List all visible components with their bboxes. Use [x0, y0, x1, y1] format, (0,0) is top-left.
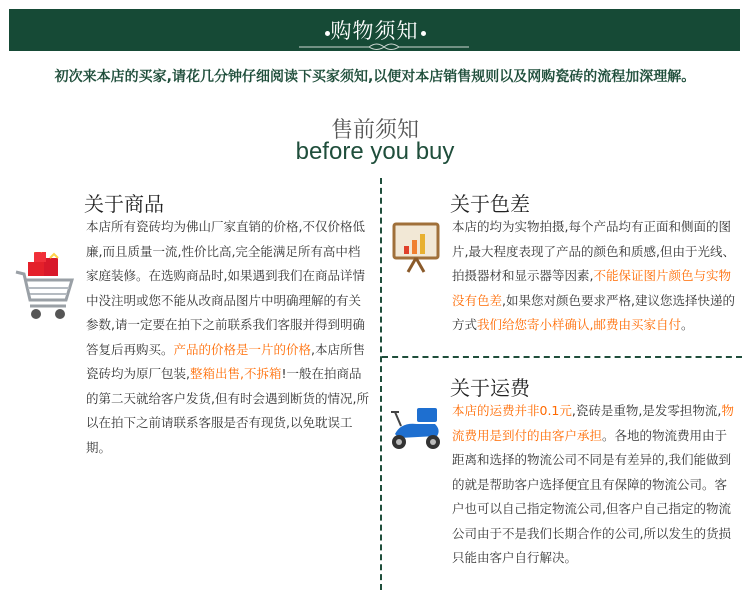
- color-title: 关于色差: [450, 192, 530, 216]
- color-text: [452, 215, 738, 338]
- product-highlight-box: 整箱出售,不拆箱: [189, 366, 282, 381]
- color-text-part3: 。: [681, 317, 694, 332]
- color-highlight-sample: 我们给您寄小样确认,邮费由买家自付: [477, 317, 681, 332]
- shipping-text-part2: 。各地的物流费用由于距离和选择的物流公司不同是有差异的,我们能做到的就是帮助客户选择便宜且有保障的物流公司。客户也可以自己指定物流公司,但客户自己指定的物流公司由于不是我们长期合作的公司,所以发生的货损只能由客户自行解决。: [452, 427, 731, 565]
- banner-dot-right: [421, 31, 426, 36]
- product-text: [86, 215, 370, 460]
- color-text-part2: ,如果您对颜色要求严格,建议您选择快递的方式: [452, 292, 735, 332]
- intro-text: 初次来本店的买家,请花几分钟仔细阅读下买家须知,以便对本店销售规则以及网购瓷砖的流程加深理解。: [54, 69, 696, 85]
- product-title: 关于商品: [84, 192, 164, 216]
- color-highlight-diff: 不能保证图片颜色与实物没有色差: [452, 268, 731, 308]
- header-banner: [9, 9, 740, 51]
- shipping-text-part1: ,瓷砖是重物,是发零担物流,: [571, 403, 722, 418]
- delivery-scooter-icon: [387, 404, 445, 452]
- product-text-part1: 本店所有瓷砖均为佛山厂家直销的价格,不仅价格低廉,而且质量一流,性价比高,完全能满足所有高中档家庭装修。在选购商品时,如果遇到我们在商品详情中没注明或您不能从改商品图片中明确理解的有关参数,请一定要在拍下之前联系我们客服并得到明确答复后再购买。: [86, 219, 365, 357]
- shopping-cart-icon: [14, 252, 74, 324]
- presale-title: 售前须知: [330, 118, 419, 143]
- shipping-highlight-collect: 物流费用是到付的由客户承担: [452, 403, 734, 443]
- shipping-title: 关于运费: [450, 376, 530, 400]
- banner-title: 购物须知: [330, 19, 419, 43]
- horizontal-divider: [382, 356, 742, 358]
- shipping-text: [452, 399, 738, 571]
- product-text-part3: !一般在拍商品的第二天就给客户发货,但有时会遇到断货的情况,所以在拍下之前请联系客服是否有现货,以免耽误工期。: [86, 366, 369, 455]
- presale-subtitle: before you buy: [295, 138, 455, 165]
- product-text-part2: ,本店所售瓷砖均为原厂包装,: [86, 341, 366, 381]
- product-highlight-price: 产品的价格是一片的价格: [173, 341, 312, 357]
- vertical-divider: [380, 178, 382, 590]
- color-text-part1: 本店的均为实物拍摄,每个产品均有正面和侧面的图片,最大程度表现了产品的颜色和质感,但由于光线、拍摄器材和显示器等因素,: [452, 219, 735, 283]
- shipping-highlight-fee: 本店的运费并非0.1元: [452, 403, 572, 418]
- chart-board-icon: [392, 222, 440, 274]
- ornament-divider-icon: [299, 42, 469, 52]
